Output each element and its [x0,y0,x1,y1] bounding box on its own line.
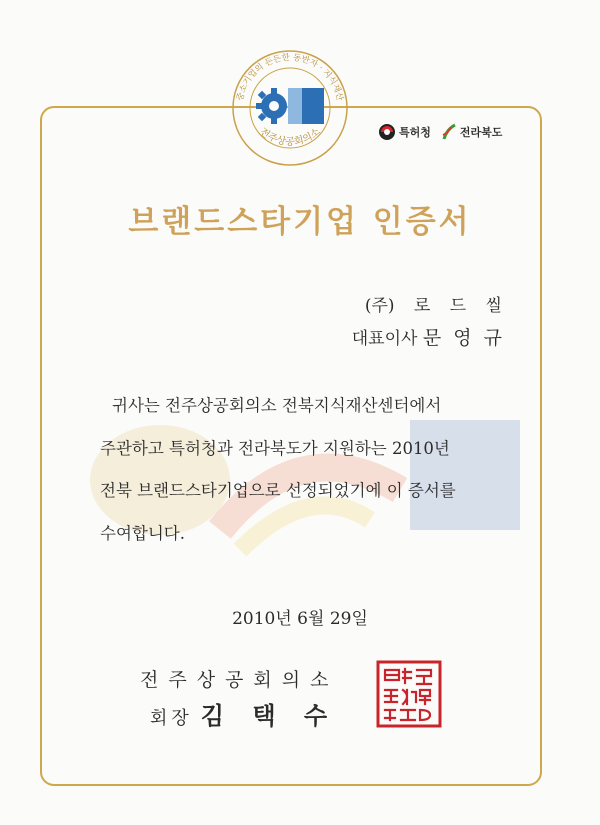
province-label: 전라북도 [459,126,503,139]
recipient-ceo [352,323,502,350]
emblem-bottom-text: 전주상공회의소 [257,126,323,148]
issue-date: 2010년 6월 29일 [232,609,368,629]
chamber-emblem [230,48,350,168]
body-line: 전북 브랜드스타기업으로 선정되었기에 이 증서를 [100,481,456,500]
body-line: 귀사는 전주상공회의소 전북지식재산센터에서 [112,396,442,415]
chair-name: 김 택 수 [200,701,338,730]
issuer-chair [150,696,337,731]
chair-title: 회장 [150,708,193,729]
certificate-title: 브랜드스타기업 인증서 [128,204,472,240]
certificate-body [100,385,500,555]
ceo-name: 문 영 규 [422,327,502,349]
province-logo [441,123,503,141]
official-seal [376,660,442,728]
ceo-label: 대표이사 [351,329,418,349]
kipo-logo [378,123,431,141]
recipient-company: (주) 로 드 씰 [364,296,502,316]
svg-text:전주상공회의소 [257,125,323,148]
body-line: 수여합니다. [100,523,185,543]
kipo-label: 특허청 [399,126,431,139]
kipo-emblem-icon [378,123,396,141]
gear-icon [256,88,287,124]
province-swoosh-icon [441,123,457,141]
body-line: 주관하고 특허청과 전라북도가 지원하는 2010년 [100,438,450,458]
sponsor-logos [378,123,502,141]
emblem-ring-text: 중소기업의 든든한 동반자 · 지식재산 [235,52,345,102]
issuer-org: 전주상공회의소 [140,669,339,691]
